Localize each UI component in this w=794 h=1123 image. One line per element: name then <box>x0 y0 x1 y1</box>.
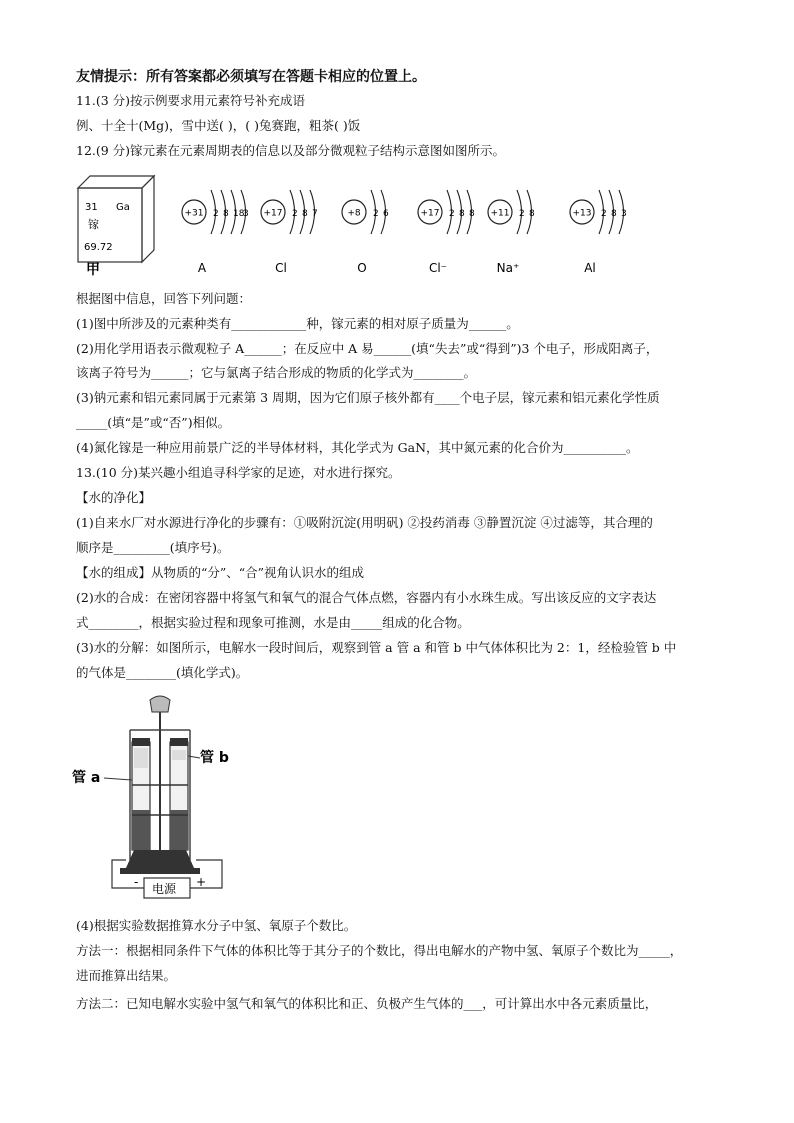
nucleus-charge: +13 <box>572 208 592 219</box>
shell-electron-count: 8 <box>469 209 475 219</box>
q12-part4: (4)氮化镓是一种应用前景广泛的半导体材料，其化学式为 GaN，其中氮元素的化合价为__________。 <box>76 440 639 455</box>
q12-part2b: 该离子符号为______；它与氯离子结合形成的物质的化学式为________。 <box>76 365 477 380</box>
q13-part2b: 式________，根据实验过程和现象可推测，水是由_____组成的化合物。 <box>76 615 470 630</box>
q13-part3b: 的气体是________(填化学式)。 <box>76 665 249 680</box>
particle-diagram <box>570 190 627 275</box>
q11-example: 例、十全十(Mg)，雪中送( )，( )兔赛跑，粗茶( )饭 <box>76 118 361 133</box>
shell-electron-count: 8 <box>529 209 535 219</box>
q12-part3b: _____(填“是”或“否”)相似。 <box>76 415 231 430</box>
nucleus-charge: +17 <box>420 208 440 219</box>
q13-part1a: (1)自来水厂对水源进行净化的步骤有：①吸附沉淀(用明矾) ②投药消毒 ③静置沉淀 ④过滤等，其合理的 <box>76 515 653 530</box>
particle-label: Al <box>584 261 596 275</box>
element-cell <box>78 176 154 262</box>
q13-part3a: (3)水的分解：如图所示，电解水一段时间后，观察到管 a 管 a 和管 b 中气体体积比为 2：1，经检验管 b 中 <box>76 640 677 655</box>
shell-electron-count: 2 <box>213 209 219 219</box>
friendly-tip: 友情提示：所有答案都必须填写在答题卡相应的位置上。 <box>76 69 426 85</box>
shell-electron-count: 2 <box>292 209 298 219</box>
q12-part1: (1)图中所涉及的元素种类有____________种，镓元素的相对原子质量为______。 <box>76 316 519 331</box>
element-number: 31 <box>85 202 98 213</box>
shell-electron-count: 2 <box>373 209 379 219</box>
plus-sign: + <box>196 875 207 889</box>
particle-label: Cl <box>275 261 287 275</box>
q12-part2a: (2)用化学用语表示微观粒子 A______；在反应中 A 易______(填“失去”或“得到”)3 个电子，形成阳离子， <box>76 341 659 356</box>
particle-label: A <box>197 261 207 275</box>
nucleus-charge: +31 <box>184 208 204 219</box>
shell-electron-count: 8 <box>611 209 617 219</box>
q13-part2a: (2)水的合成：在密闭容器中将氢气和氧气的混合气体点燃，容器内有小水珠生成。写出该反应的文字表达 <box>76 590 657 605</box>
particle-diagram <box>342 190 389 275</box>
tube-a-label: 管 a <box>72 770 101 786</box>
power-source-label: 电源 <box>152 882 177 896</box>
shell-electron-count: 8 <box>459 209 465 219</box>
particle-diagram <box>261 190 318 275</box>
element-caption: 甲 <box>86 262 100 278</box>
nucleus-charge: +11 <box>490 208 510 219</box>
particle-diagram <box>418 190 475 275</box>
shell-electron-count: 3 <box>243 209 249 219</box>
q13-title: 13.(10 分)某兴趣小组追寻科学家的足迹，对水进行探究。 <box>76 465 401 480</box>
q12-title: 12.(9 分)镓元素在元素周期表的信息以及部分微观粒子结构示意图如图所示。 <box>76 143 506 158</box>
nucleus-charge: +8 <box>347 208 361 219</box>
particle-label: Na⁺ <box>496 261 520 275</box>
q12-part3a: (3)钠元素和铝元素同属于元素第 3 周期，因为它们原子核外都有____个电子层，镓元素和铝元素化学性质 <box>76 390 660 405</box>
atomic-structure-figure <box>72 168 660 280</box>
shell-electron-count: 2 <box>519 209 525 219</box>
particle-diagram <box>488 190 535 275</box>
shell-electron-count: 2 <box>449 209 455 219</box>
shell-electron-count: 6 <box>383 209 389 219</box>
q13-section-composition: 【水的组成】从物质的“分”、“合”视角认识水的组成 <box>76 565 365 580</box>
particle-diagram <box>182 190 249 275</box>
q13-part1b: 顺序是_________(填序号)。 <box>76 540 230 555</box>
q13-section-purification: 【水的净化】 <box>76 490 152 505</box>
element-mass: 69.72 <box>84 242 113 253</box>
shell-electron-count: 3 <box>621 209 627 219</box>
shell-electron-count: 2 <box>601 209 607 219</box>
minus-sign: - <box>134 875 139 889</box>
shell-electron-count: 8 <box>223 209 229 219</box>
q13-method2a: 方法二：已知电解水实验中氢气和氧气的体积比和正、负极产生气体的___，可计算出水中各元素质量比， <box>76 996 658 1011</box>
q13-method1b: 进而推算出结果。 <box>76 968 177 983</box>
tube-b-label: 管 b <box>200 750 229 766</box>
shell-electron-count: 7 <box>312 209 318 219</box>
element-symbol: Ga <box>116 202 130 213</box>
q11-title: 11.(3 分)按示例要求用元素符号补充成语 <box>76 93 306 108</box>
electrolysis-apparatus-figure <box>72 690 242 905</box>
shell-electron-count: 18 <box>233 209 245 219</box>
particle-label: Cl⁻ <box>428 261 448 275</box>
q13-part4: (4)根据实验数据推算水分子中氢、氧原子个数比。 <box>76 918 357 933</box>
shell-electron-count: 8 <box>302 209 308 219</box>
element-name: 镓 <box>88 218 99 231</box>
q13-method1a: 方法一：根据相同条件下气体的体积比等于其分子的个数比，得出电解水的产物中氢、氧原子个数比为_____， <box>76 943 683 958</box>
particle-label: O <box>357 261 367 275</box>
nucleus-charge: +17 <box>263 208 283 219</box>
q12-intro: 根据图中信息，回答下列问题： <box>76 291 252 306</box>
